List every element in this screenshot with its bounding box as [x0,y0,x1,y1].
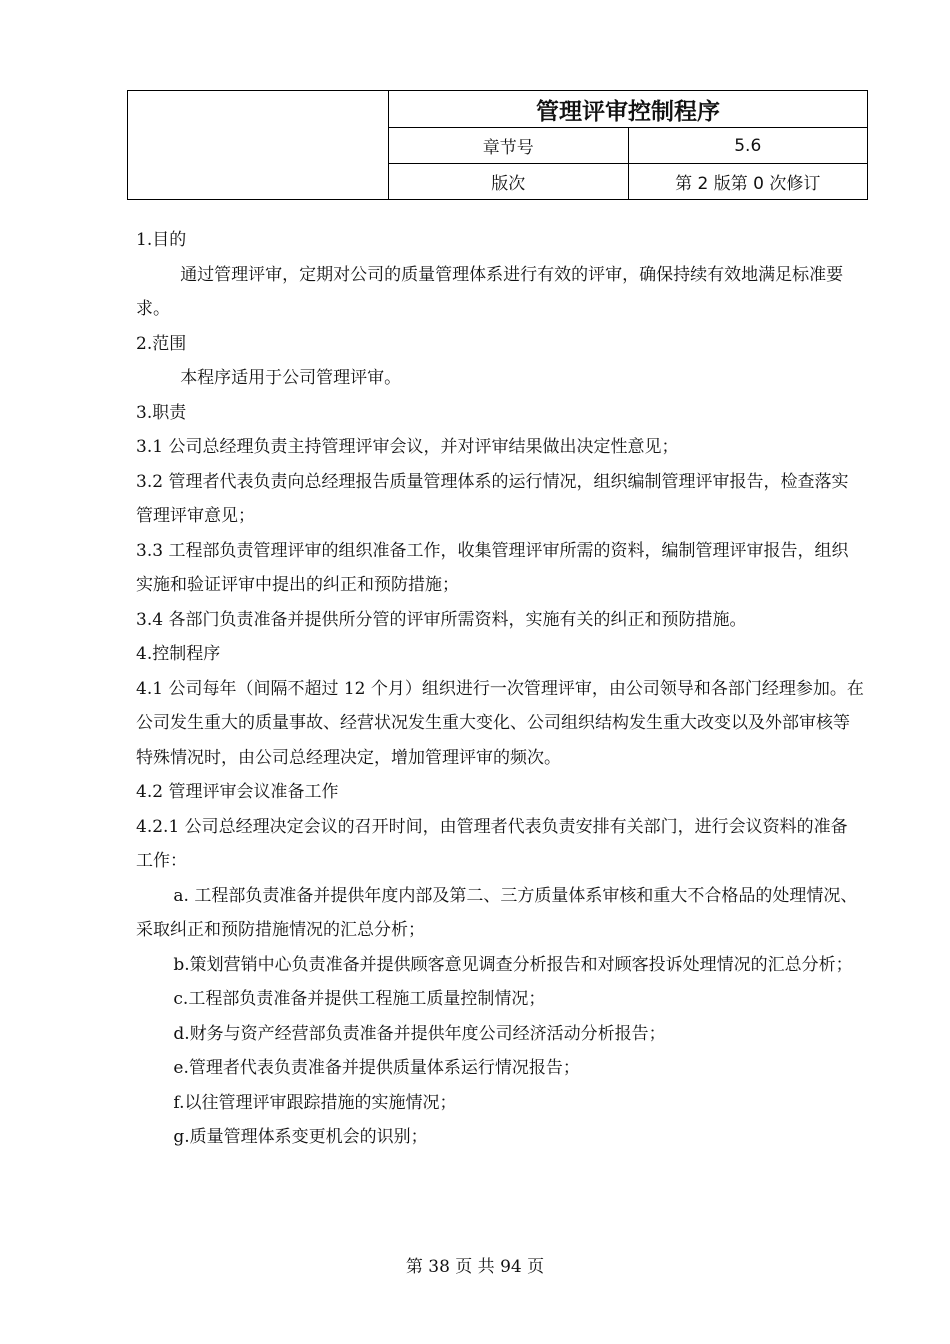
section-heading: 2.范围 [136,333,187,354]
list-item: g.质量管理体系变更机会的识别； [173,1127,428,1147]
section-heading: 3.职责 [136,402,187,423]
list-item: a. 工程部负责准备并提供年度内部及第二、三方质量体系审核和重大不合格品的处理情况、采取纠正和预防措施情况的汇总分析； [136,885,858,940]
document-body [136,223,864,1155]
paragraph: 本程序适用于公司管理评审。 [180,368,402,388]
document-header-table [127,90,868,200]
chapter-label: 章节号 [389,128,629,164]
document-title: 管理评审控制程序 [389,91,868,128]
list-item: e.管理者代表负责准备并提供质量体系运行情况报告； [173,1058,580,1078]
paragraph: 通过管理评审，定期对公司的质量管理体系进行有效的评审，确保持续有效地满足标准要求。 [136,264,844,319]
version-label: 版次 [389,164,629,200]
clause: 4.2.1 公司总经理决定会议的召开时间，由管理者代表负责安排有关部门，进行会议资料的准备工作： [136,816,848,871]
version-value: 第 2 版第 0 次修订 [628,164,868,200]
chapter-value: 5.6 [628,128,868,164]
section-heading: 1.目的 [136,230,187,250]
clause: 4.2 管理评审会议准备工作 [136,782,339,802]
list-item: f.以往管理评审跟踪措施的实施情况； [173,1092,457,1113]
clause: 3.2 管理者代表负责向总经理报告质量管理体系的运行情况，组织编制管理评审报告，检查落实管理评审意见； [136,471,849,526]
clause: 4.1 公司每年（间隔不超过 12 个月）组织进行一次管理评审，由公司领导和各部门经理参加。在公司发生重大的质量事故、经营状况发生重大变化、公司组织结构发生重大改变以及外部审核等特殊情况时，由公司总经理决定，增加管理评审的频次。 [136,678,864,768]
clause: 3.1 公司总经理负责主持管理评审会议，并对评审结果做出决定性意见； [136,437,679,457]
clause: 3.4 各部门负责准备并提供所分管的评审所需资料，实施有关的纠正和预防措施。 [136,609,747,630]
clause: 3.3 工程部负责管理评审的组织准备工作，收集管理评审所需的资料，编制管理评审报告，组织实施和验证评审中提出的纠正和预防措施； [136,540,849,595]
section-heading: 4.控制程序 [136,644,221,664]
list-item: b.策划营销中心负责准备并提供顾客意见调查分析报告和对顾客投诉处理情况的汇总分析； [173,954,853,975]
list-item: c.工程部负责准备并提供工程施工质量控制情况； [173,989,546,1009]
logo-cell [128,91,389,200]
list-item: d.财务与资产经营部负责准备并提供年度公司经济活动分析报告； [173,1023,666,1044]
page-number: 第 38 页 共 94 页 [405,1257,545,1277]
